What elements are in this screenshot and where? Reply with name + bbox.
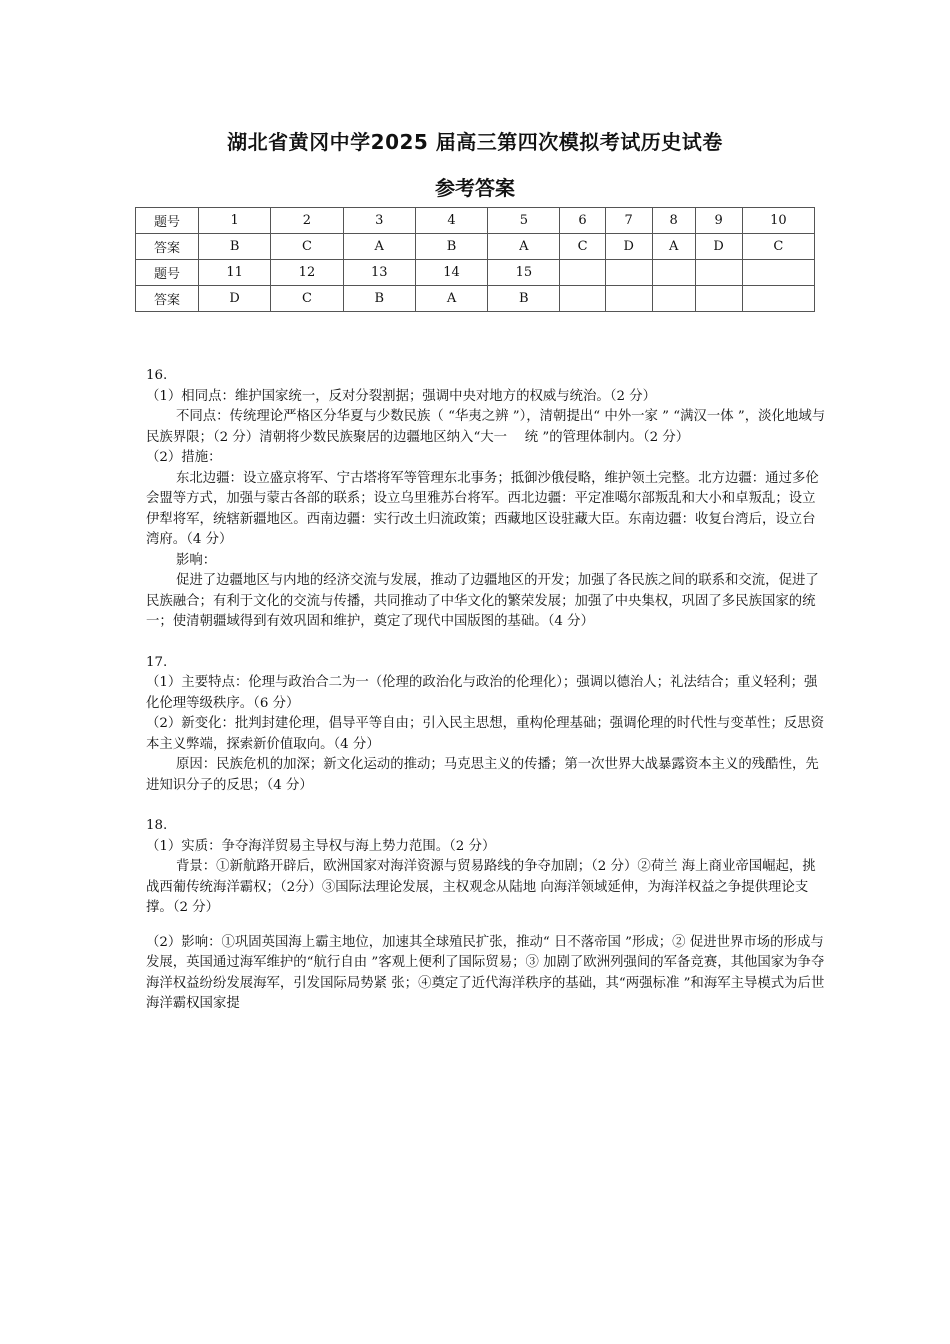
answer-table-cell: 3 bbox=[343, 208, 415, 234]
answer-content bbox=[146, 366, 826, 1015]
answer-table-cell: 4 bbox=[415, 208, 487, 234]
answer-table-cell: 2 bbox=[271, 208, 343, 234]
answer-table-cell: B bbox=[415, 234, 487, 260]
answer-table-cell bbox=[560, 260, 605, 286]
answer-paragraph: 东北边疆：设立盛京将军、宁古塔将军等管理东北事务；抵御沙俄侵略，维护领土完整。北方边疆：通过多伦会盟等方式，加强与蒙古各部的联系；设立乌里雅苏台将军。西北边疆：平定准噶尔部叛乱和大小和卓叛乱；设立伊犁将军，统辖新疆地区。西南边疆：实行改土归流政策；西藏地区设驻藏大臣。东南边疆：收复台湾后，设立台湾府。（4 分） bbox=[146, 470, 819, 547]
answer-paragraph: 背景：①新航路开辟后，欧洲国家对海洋资源与贸易路线的争夺加剧；（2 分）②荷兰 海上商业帝国崛起，挑战西葡传统海洋霸权；（2分）③国际法理论发展，主权观念从陆地 向海洋领域延伸，为海洋权益之争提供理论支撑。（2 分） bbox=[146, 859, 816, 915]
answer-table-cell: 9 bbox=[695, 208, 742, 234]
answer-paragraph: 原因：民族危机的加深；新文化运动的推动；马克思主义的传播；第一次世界大战暴露资本主义的残酷性，先进知识分子的反思；（4 分） bbox=[146, 757, 819, 793]
answer-table-cell: A bbox=[343, 234, 415, 260]
answer-table-cell: A bbox=[415, 286, 487, 312]
answer-table-cell: A bbox=[488, 234, 560, 260]
answer-paragraph: （2）措施： bbox=[146, 450, 222, 465]
answer-table-cell: 12 bbox=[271, 260, 343, 286]
answer-table-cell: B bbox=[199, 234, 271, 260]
answer-table-cell: 5 bbox=[488, 208, 560, 234]
answer-table-cell: C bbox=[560, 234, 605, 260]
answer-table-cell: 6 bbox=[560, 208, 605, 234]
row-label-cell: 题号 bbox=[136, 208, 199, 234]
answer-paragraph: （2）新变化：批判封建伦理，倡导平等自由；引入民主思想，重构伦理基础；强调伦理的时代性与变革性；反思资本主义弊端，探索新价值取向。（4 分） bbox=[146, 716, 825, 752]
answer-table-row bbox=[136, 286, 815, 312]
answer-table-cell bbox=[652, 260, 695, 286]
answer-paragraph: （1）实质：争夺海洋贸易主导权与海上势力范围。（2 分） bbox=[146, 838, 496, 854]
answer-table-cell: A bbox=[652, 234, 695, 260]
answer-table-cell: 7 bbox=[605, 208, 652, 234]
answer-table-cell: B bbox=[488, 286, 560, 312]
row-label-cell: 题号 bbox=[136, 260, 199, 286]
answer-table-cell: D bbox=[695, 234, 742, 260]
answer-table-cell bbox=[605, 260, 652, 286]
answer-paragraph: （2）影响：①巩固英国海上霸主地位，加速其全球殖民扩张，推动“ 日不落帝国 ”形成；② 促进世界市场的形成与发展，英国通过海军维护的“航行自由 ”客观上便利了国际贸易；③ 加剧了欧洲列强间的军备竞赛，其他国家为争夺海洋权益纷纷发展海军，引发国际局势紧 张；④奠定了近代海洋秩序的基础，其“两强标准 ”和海军主导模式为后世海洋霸权国家提 bbox=[146, 934, 825, 1011]
answer-table-cell bbox=[695, 260, 742, 286]
answer-table-cell bbox=[742, 260, 814, 286]
answer-table-cell: 10 bbox=[742, 208, 814, 234]
question-18 bbox=[146, 816, 826, 1015]
answer-table-cell: 8 bbox=[652, 208, 695, 234]
answer-table-cell: D bbox=[605, 234, 652, 260]
answer-table-cell: 15 bbox=[488, 260, 560, 286]
answer-table-cell bbox=[742, 286, 814, 312]
answer-table-cell: D bbox=[199, 286, 271, 312]
answer-table-cell: C bbox=[742, 234, 814, 260]
question-16 bbox=[146, 366, 826, 633]
answer-table-cell: 13 bbox=[343, 260, 415, 286]
answer-table bbox=[135, 207, 815, 312]
answer-table-row bbox=[136, 208, 815, 234]
answer-paragraph: （1）相同点：维护国家统一，反对分裂割据；强调中央对地方的权威与统治。（2 分） bbox=[146, 388, 657, 404]
answer-table-cell bbox=[695, 286, 742, 312]
page-title: 湖北省黄冈中学2025 届高三第四次模拟考试历史试卷 bbox=[227, 130, 723, 154]
answer-table-cell: C bbox=[271, 234, 343, 260]
answer-paragraph: （1）主要特点：伦理与政治合二为一（伦理的政治化与政治的伦理化）；强调以德治人；礼法结合；重义轻利；强化伦理等级秩序。（6 分） bbox=[146, 675, 818, 711]
answer-table-row bbox=[136, 234, 815, 260]
answer-table-cell: C bbox=[271, 286, 343, 312]
answer-table-cell bbox=[652, 286, 695, 312]
page-subtitle: 参考答案 bbox=[435, 176, 515, 200]
answer-table-row bbox=[136, 260, 815, 286]
answer-table-cell bbox=[605, 286, 652, 312]
row-label-cell: 答案 bbox=[136, 286, 199, 312]
question-number: 16. bbox=[146, 368, 168, 383]
answer-table-cell bbox=[560, 286, 605, 312]
answer-table-cell: 1 bbox=[199, 208, 271, 234]
answer-paragraph: 影响： bbox=[176, 552, 217, 568]
question-17 bbox=[146, 653, 826, 797]
answer-table-cell: B bbox=[343, 286, 415, 312]
question-number: 17. bbox=[146, 654, 168, 670]
row-label-cell: 答案 bbox=[136, 234, 199, 260]
answer-paragraph: 不同点：传统理论严格区分华夏与少数民族（ “华夷之辨 ”），清朝提出“ 中外一家 ” “满汉一体 ”，淡化地域与民族界限；（2 分）清朝将少数民族聚居的边疆地区纳入“大一 统 ”的管理体制内。（2 分） bbox=[146, 409, 826, 445]
question-number: 18. bbox=[146, 818, 168, 833]
answer-table-cell: 14 bbox=[415, 260, 487, 286]
answer-paragraph: 促进了边疆地区与内地的经济交流与发展，推动了边疆地区的开发；加强了各民族之间的联系和交流，促进了民族融合；有利于文化的交流与传播，共同推动了中华文化的繁荣发展；加强了中央集权，巩固了多民族国家的统一；使清朝疆域得到有效巩固和维护，奠定了现代中国版图的基础。（4 分） bbox=[146, 573, 819, 629]
answer-table-cell: 11 bbox=[199, 260, 271, 286]
